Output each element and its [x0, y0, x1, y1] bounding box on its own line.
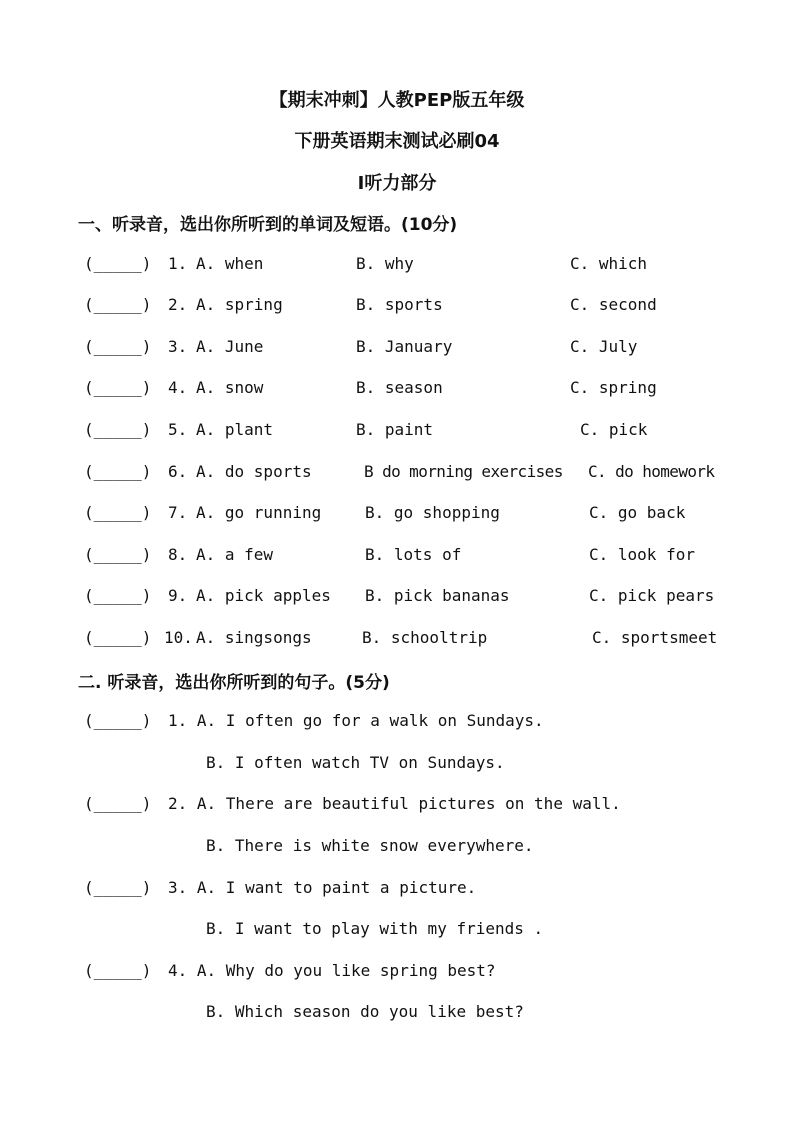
answer-blank[interactable]: (_____) [84, 462, 152, 481]
option-c: C. which [570, 254, 648, 273]
option-a: A. June [196, 337, 264, 356]
question-number: 1. [168, 254, 188, 273]
sentence-question-row [0, 794, 794, 818]
sentence-option-b: B. Which season do you like best? [206, 1002, 524, 1021]
option-a: A. snow [196, 378, 264, 397]
question-row [0, 337, 794, 361]
answer-blank[interactable]: (_____) [84, 878, 152, 897]
option-a: A. singsongs [196, 628, 312, 647]
option-c: C. pick [580, 420, 648, 439]
option-c: C. July [570, 337, 638, 356]
option-b: B. go shopping [365, 503, 500, 522]
answer-blank[interactable]: (_____) [84, 628, 152, 647]
question-number: 3. [168, 337, 188, 356]
option-b: B do morning exercises [364, 462, 563, 481]
question-number: 10. [164, 628, 193, 647]
answer-blank[interactable]: (_____) [84, 545, 152, 564]
answer-blank[interactable]: (_____) [84, 503, 152, 522]
question-row [0, 378, 794, 402]
option-c: C. pick pears [589, 586, 715, 605]
question-number: 2. [168, 295, 188, 314]
sentence-option-a: 4. A. Why do you like spring best? [168, 961, 496, 980]
sentence-option-row [0, 919, 794, 943]
answer-blank[interactable]: (_____) [84, 961, 152, 980]
answer-blank[interactable]: (_____) [84, 378, 152, 397]
sentence-option-b: B. I often watch TV on Sundays. [206, 753, 505, 772]
section2-heading: 二. 听录音，选出你所听到的句子。(5分) [78, 673, 390, 693]
option-b: B. season [356, 378, 443, 397]
option-a: A. pick apples [196, 586, 331, 605]
option-a: A. when [196, 254, 264, 273]
section1-heading: 一、听录音，选出你所听到的单词及短语。(10分) [78, 215, 458, 235]
sentence-option-b: B. There is white snow everywhere. [206, 836, 534, 855]
option-b: B. sports [356, 295, 443, 314]
part-title: I听力部分 [357, 173, 437, 194]
question-number: 7. [168, 503, 188, 522]
option-b: B. pick bananas [365, 586, 510, 605]
answer-blank[interactable]: (_____) [84, 295, 152, 314]
answer-blank[interactable]: (_____) [84, 711, 152, 730]
option-b: B. paint [356, 420, 434, 439]
option-c: C. second [570, 295, 657, 314]
option-b: B. schooltrip [362, 628, 488, 647]
option-b: B. lots of [365, 545, 462, 564]
answer-blank[interactable]: (_____) [84, 254, 152, 273]
option-a: A. do sports [196, 462, 312, 481]
answer-blank[interactable]: (_____) [84, 794, 152, 813]
question-number: 8. [168, 545, 188, 564]
sentence-question-row [0, 711, 794, 735]
question-number: 4. [168, 378, 188, 397]
sentence-option-a: 3. A. I want to paint a picture. [168, 878, 477, 897]
option-b: B. why [356, 254, 414, 273]
option-a: A. spring [196, 295, 283, 314]
question-row [0, 462, 794, 486]
answer-blank[interactable]: (_____) [84, 420, 152, 439]
question-row [0, 545, 794, 569]
sentence-option-row [0, 836, 794, 860]
question-row [0, 254, 794, 278]
question-number: 9. [168, 586, 188, 605]
question-row [0, 628, 794, 652]
question-number: 6. [168, 462, 188, 481]
sentence-option-a: 2. A. There are beautiful pictures on the wall. [168, 794, 621, 813]
option-c: C. spring [570, 378, 657, 397]
option-c: C. go back [589, 503, 686, 522]
sentence-question-row [0, 878, 794, 902]
document-title-line2: 下册英语期末测试必刷04 [294, 131, 500, 152]
question-row [0, 586, 794, 610]
sentence-option-row [0, 1002, 794, 1026]
option-a: A. plant [196, 420, 274, 439]
answer-blank[interactable]: (_____) [84, 337, 152, 356]
document-title-line1: 【期末冲刺】人教PEP版五年级 [269, 90, 525, 111]
sentence-option-row [0, 753, 794, 777]
question-row [0, 503, 794, 527]
sentence-option-b: B. I want to play with my friends . [206, 919, 544, 938]
answer-blank[interactable]: (_____) [84, 586, 152, 605]
option-b: B. January [356, 337, 453, 356]
option-c: C. sportsmeet [592, 628, 718, 647]
question-row [0, 295, 794, 319]
option-c: C. look for [589, 545, 695, 564]
option-a: A. a few [196, 545, 274, 564]
question-number: 5. [168, 420, 188, 439]
option-c: C. do homework [588, 462, 715, 481]
sentence-option-a: 1. A. I often go for a walk on Sundays. [168, 711, 544, 730]
question-row [0, 420, 794, 444]
option-a: A. go running [196, 503, 322, 522]
sentence-question-row [0, 961, 794, 985]
